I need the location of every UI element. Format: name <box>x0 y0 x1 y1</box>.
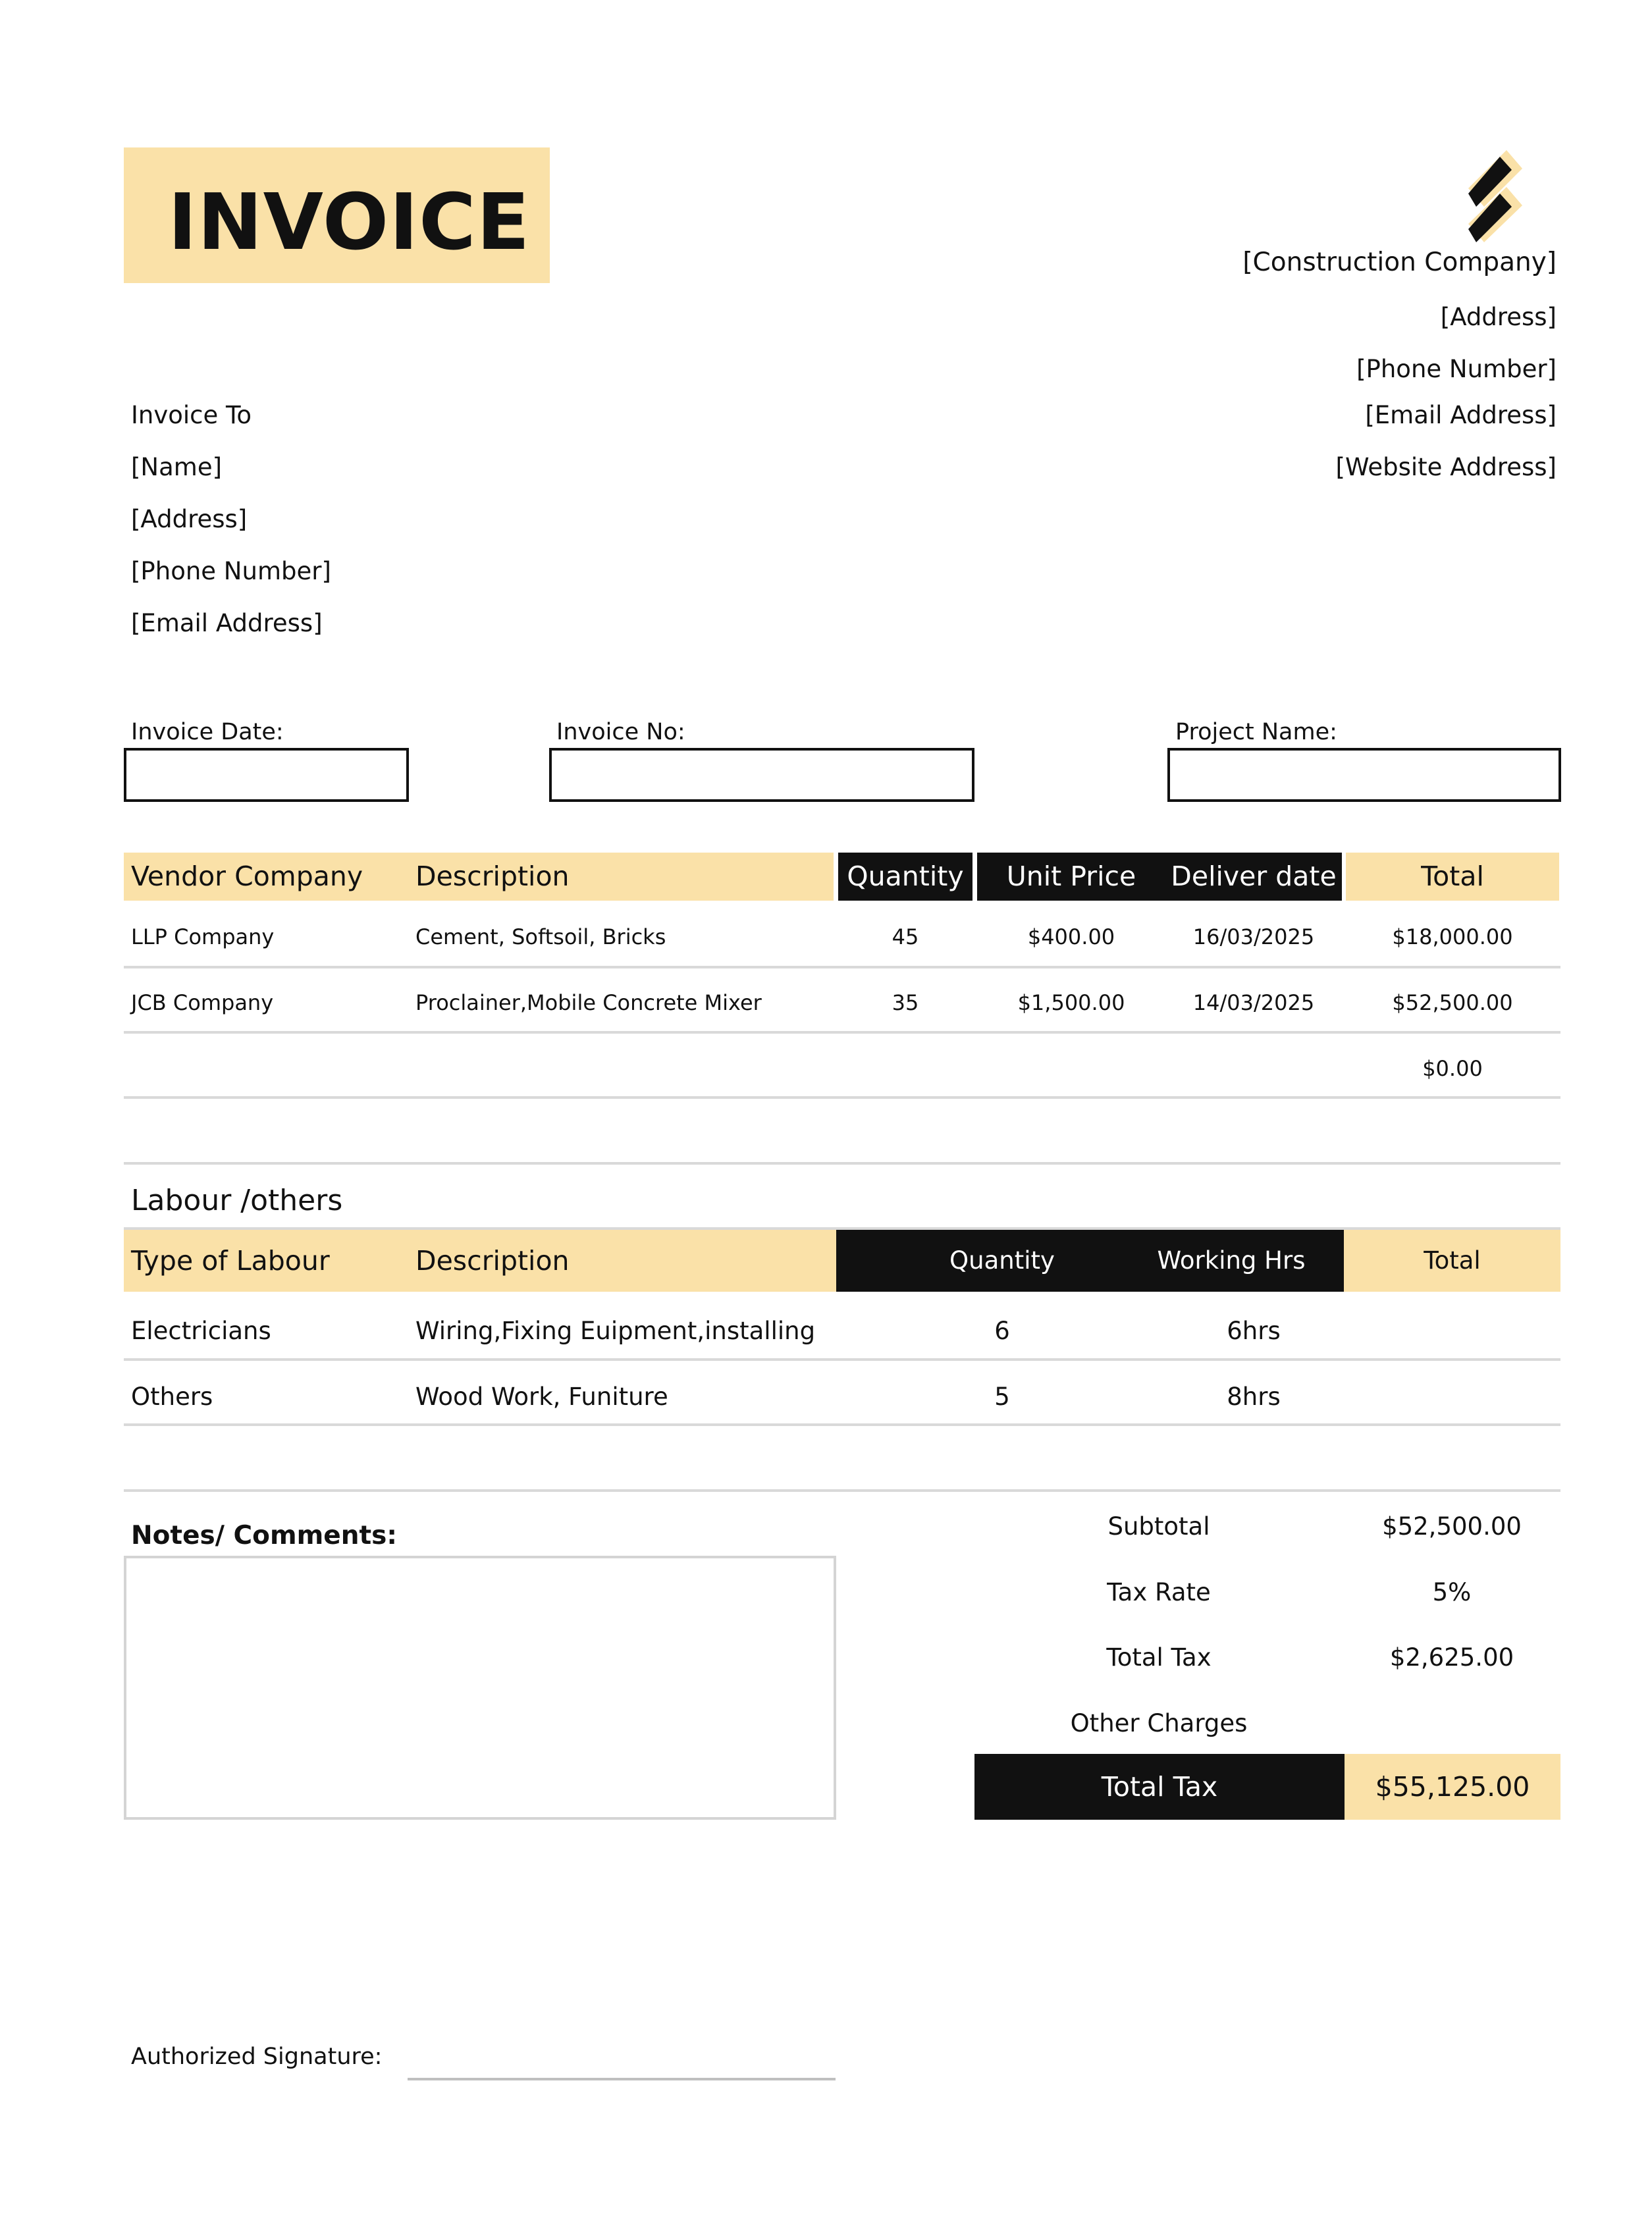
vendor-row-1-unit-price: $400.00 <box>1027 924 1115 949</box>
invoice-to-email: [Email Address] <box>131 609 323 637</box>
labour-type-header: Type of Labour <box>131 1245 330 1277</box>
notes-textarea[interactable] <box>124 1556 836 1820</box>
vendor-row-divider <box>124 1096 1560 1099</box>
vendor-company-header: Vendor Company <box>131 860 363 892</box>
vendor-row-1-quantity: 45 <box>892 924 919 949</box>
company-website: [Website Address] <box>1335 453 1557 481</box>
section-divider <box>124 1489 1560 1492</box>
project-name-field[interactable] <box>1167 748 1561 802</box>
other-charges-label: Other Charges <box>1070 1709 1248 1737</box>
labour-row-1-type: Electricians <box>131 1317 271 1345</box>
vendor-total-header: Total <box>1346 853 1559 901</box>
signature-line[interactable] <box>408 2078 836 2080</box>
vendor-deliver-date-header: Deliver date <box>1171 860 1337 892</box>
grand-total-label: Total Tax <box>974 1754 1345 1820</box>
labour-section-title: Labour /others <box>131 1184 343 1217</box>
vendor-row-divider <box>124 1031 1560 1034</box>
labour-row-1-quantity: 6 <box>994 1317 1010 1345</box>
tax-rate-value: 5% <box>1432 1578 1472 1606</box>
labour-quantity-header: Quantity <box>949 1246 1055 1275</box>
vendor-description-header: Description <box>415 860 570 892</box>
tax-rate-label: Tax Rate <box>1107 1578 1211 1606</box>
company-name: [Construction Company] <box>1242 248 1557 277</box>
invoice-no-field[interactable] <box>549 748 974 802</box>
vendor-row-2-unit-price: $1,500.00 <box>1017 990 1125 1015</box>
labour-row-divider <box>124 1358 1560 1361</box>
labour-total-header: Total <box>1344 1230 1560 1292</box>
labour-row-divider <box>124 1423 1560 1426</box>
company-email: [Email Address] <box>1365 401 1557 429</box>
invoice-title: INVOICE <box>168 176 531 267</box>
labour-row-1-working-hrs: 6hrs <box>1227 1317 1281 1345</box>
labour-row-2-type: Others <box>131 1383 213 1411</box>
subtotal-label: Subtotal <box>1107 1512 1210 1541</box>
total-tax-label: Total Tax <box>1106 1643 1212 1672</box>
invoice-to-name: [Name] <box>131 453 223 481</box>
vendor-row-2-quantity: 35 <box>892 990 919 1015</box>
invoice-to-address: [Address] <box>131 505 248 533</box>
labour-working-hrs-header: Working Hrs <box>1157 1246 1306 1275</box>
company-phone: [Phone Number] <box>1356 355 1557 383</box>
vendor-row-1-total: $18,000.00 <box>1392 924 1513 949</box>
vendor-quantity-header: Quantity <box>838 853 973 901</box>
notes-label: Notes/ Comments: <box>131 1521 397 1550</box>
labour-description-header: Description <box>415 1245 570 1277</box>
vendor-row-2-total: $52,500.00 <box>1392 990 1513 1015</box>
vendor-row-1-company: LLP Company <box>131 924 275 949</box>
labour-row-1-description: Wiring,Fixing Euipment,installing <box>415 1317 816 1345</box>
invoice-no-label: Invoice No: <box>556 719 685 745</box>
vendor-row-1-description: Cement, Softsoil, Bricks <box>415 924 666 949</box>
vendor-unit-price-header: Unit Price <box>1006 860 1136 892</box>
signature-label: Authorized Signature: <box>131 2044 383 2070</box>
subtotal-value: $52,500.00 <box>1382 1512 1522 1541</box>
invoice-to-phone: [Phone Number] <box>131 557 331 585</box>
project-name-label: Project Name: <box>1175 719 1337 745</box>
total-tax-value: $2,625.00 <box>1389 1643 1514 1672</box>
vendor-row-2-company: JCB Company <box>131 990 274 1015</box>
vendor-row-divider <box>124 966 1560 968</box>
vendor-row-2-description: Proclainer,Mobile Concrete Mixer <box>415 990 762 1015</box>
grand-total-value: $55,125.00 <box>1345 1754 1560 1820</box>
vendor-row-3-total: $0.00 <box>1422 1056 1483 1081</box>
invoice-date-field[interactable] <box>124 748 409 802</box>
section-divider <box>124 1162 1560 1165</box>
labour-row-2-description: Wood Work, Funiture <box>415 1383 668 1411</box>
invoice-date-label: Invoice Date: <box>131 719 284 745</box>
labour-row-2-quantity: 5 <box>994 1383 1010 1411</box>
invoice-to-label: Invoice To <box>131 401 252 429</box>
company-address: [Address] <box>1440 303 1557 331</box>
vendor-row-1-deliver-date: 16/03/2025 <box>1192 924 1315 949</box>
construction-stripes-logo-icon <box>1468 150 1522 242</box>
labour-row-2-working-hrs: 8hrs <box>1227 1383 1281 1411</box>
vendor-row-2-deliver-date: 14/03/2025 <box>1192 990 1315 1015</box>
